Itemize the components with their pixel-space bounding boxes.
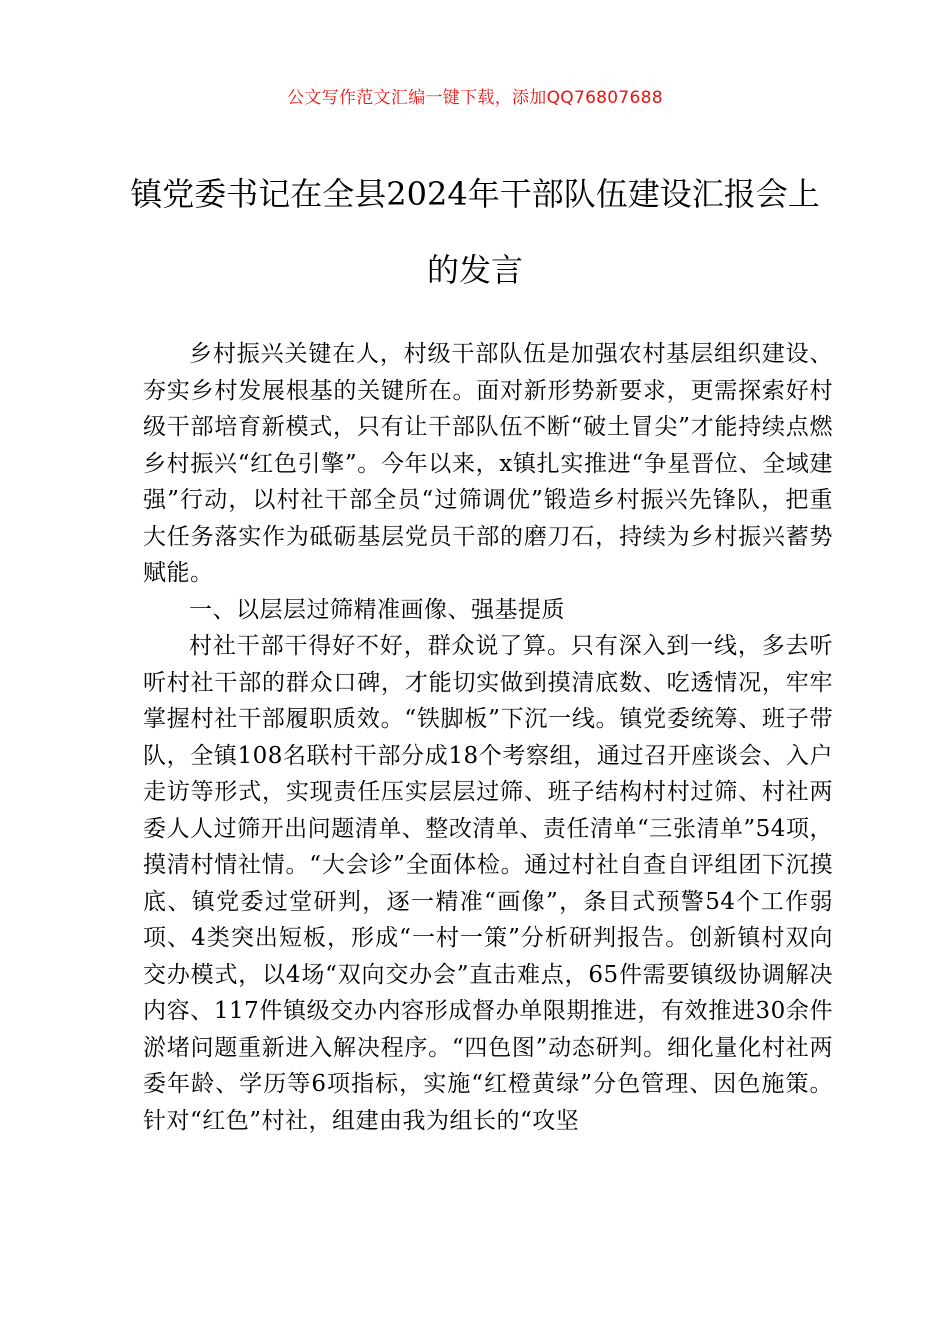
paragraph-intro: 乡村振兴关键在人，村级干部队伍是加强农村基层组织建设、夯实乡村发展根基的关键所在。面对新形势新要求，更需探索好村级干部培育新模式，只有让干部队伍不断“破土冒尖”才能持续点燃乡村振兴“红色引擎”。今年以来，x镇扎实推进“争星晋位、全域建强”行动，以村社干部全员“过筛调优”锻造乡村振兴先锋队，把重大任务落实作为砥砺基层党员干部的磨刀石，持续为乡村振兴蓄势赋能。 <box>143 341 833 586</box>
paragraph-section-1: 村社干部干得好不好，群众说了算。只有深入到一线，多去听听村社干部的群众口碑，才能切实做到摸清底数、吃透情况，牢牢掌握村社干部履职质效。“铁脚板”下沉一线。镇党委统筹、班子带队，全镇108名联村干部分成18个考察组，通过召开座谈会、入户走访等形式，实现责任压实层层过筛、班子结构村村过筛、村社两委人人过筛开出问题清单、整改清单、责任清单“三张清单”54项，摸清村情社情。“大会诊”全面体检。通过村社自查自评组团下沉摸底、镇党委过堂研判，逐一精准“画像”，条目式预警54个工作弱项、4类突出短板，形成“一村一策”分析研判报告。创新镇村双向交办模式，以4场“双向交办会”直击难点，65件需要镇级协调解决内容、117件镇级交办内容形成督办单限期推进，有效推进30余件淤堵问题重新进入解决程序。“四色图”动态研判。细化量化村社两委年龄、学历等6项指标，实施“红橙黄绿”分色管理、因色施策。针对“红色”村社，组建由我为组长的“攻坚 <box>143 633 833 1134</box>
document-body <box>143 336 833 1139</box>
document-title: 镇党委书记在全县2024年干部队伍建设汇报会上的发言 <box>130 175 820 289</box>
header-promo: 公文写作范文汇编一键下载，添加QQ76807688 <box>287 88 663 108</box>
section-heading: 一、以层层过筛精准画像、强基提质 <box>189 596 565 623</box>
